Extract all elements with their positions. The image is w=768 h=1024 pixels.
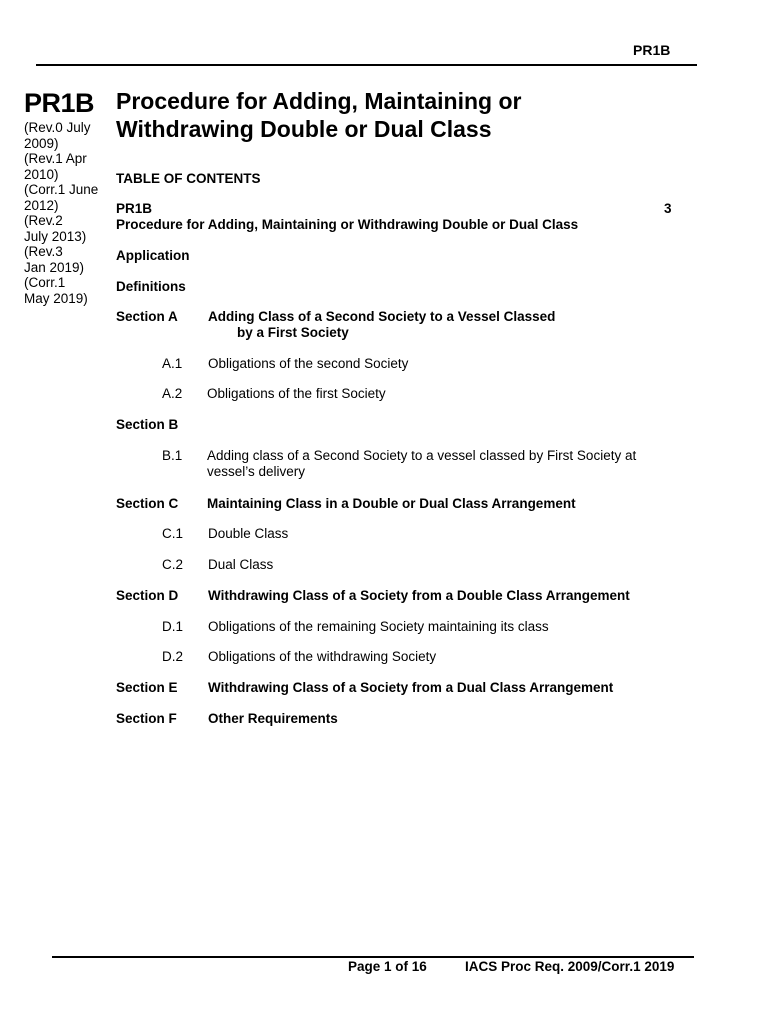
toc-section-c-label: Section C [116,496,179,511]
toc-section-c-title: Maintaining Class in a Double or Dual Class Arrangement [207,496,576,511]
revision-line: (Rev.2 [24,213,63,228]
toc-a2-label: A.2 [162,386,183,401]
toc-heading: TABLE OF CONTENTS [116,171,261,186]
toc-a1-text: Obligations of the second Society [208,356,409,371]
revision-line: 2009) [24,135,59,151]
toc-section-f-title: Other Requirements [208,711,338,726]
toc-section-e-title: Withdrawing Class of a Society from a Dual Class Arrangement [208,680,614,695]
revision-line: (Corr.1 June [24,182,99,197]
toc-doc-title: Procedure for Adding, Maintaining or Withdrawing Double or Dual Class [116,217,579,232]
revision-line: July 2013) [24,228,87,244]
toc-a1-label: A.1 [162,356,183,371]
toc-definitions: Definitions [116,279,186,294]
sidebar-doc-code: PR1B [24,88,95,118]
toc-d1-label: D.1 [162,619,184,634]
toc-c1-text: Double Class [208,526,289,541]
toc-d2-text: Obligations of the withdrawing Society [208,649,437,664]
toc-b1-text [207,448,667,479]
toc-section-a-title-line-1: Adding Class of a Second Society to a Vessel Classed [208,309,556,324]
toc-d2-label: D.2 [162,649,184,664]
toc-section-a-label: Section A [116,309,178,324]
revision-line: May 2019) [24,290,88,306]
revision-line: 2012) [24,197,59,213]
toc-section-b-label: Section B [116,417,179,432]
revision-line: (Rev.1 Apr [24,151,87,166]
revision-line: 2010) [24,166,59,182]
toc-section-e-label: Section E [116,680,178,695]
toc-section-a-title [208,309,668,340]
revision-line: (Rev.3 [24,244,63,259]
toc-c2-label: C.2 [162,557,184,572]
toc-section-f-label: Section F [116,711,177,726]
page-title [116,87,696,143]
revision-line: (Rev.0 July [24,120,91,135]
bottom-divider [52,956,694,958]
top-divider [36,64,697,66]
toc-application: Application [116,248,190,263]
toc-a2-text: Obligations of the first Society [207,386,386,401]
revision-line: (Corr.1 [24,275,66,290]
toc-c1-label: C.1 [162,526,184,541]
toc-c2-text: Dual Class [208,557,274,572]
footer-page-number: Page 1 of 16 [348,959,427,974]
toc-doc-page-number: 3 [664,201,672,216]
toc-b1-text-line-1: Adding class of a Second Society to a vessel classed by First Society at [207,448,637,463]
toc-section-d-label: Section D [116,588,179,603]
header-doc-code: PR1B [633,42,671,58]
toc-d1-text: Obligations of the remaining Society maintaining its class [208,619,549,634]
title-line-2: Withdrawing Double or Dual Class [116,116,492,142]
toc-b1-text-line-2: vessel’s delivery [207,463,306,479]
revision-line: Jan 2019) [24,259,85,275]
footer-reference: IACS Proc Req. 2009/Corr.1 2019 [465,959,675,974]
toc-section-a-title-line-2: by a First Society [237,324,349,340]
toc-section-d-title: Withdrawing Class of a Society from a Double Class Arrangement [208,588,630,603]
revision-history [24,120,114,306]
toc-doc-label: PR1B [116,201,153,216]
toc-b1-label: B.1 [162,448,183,463]
title-line-1: Procedure for Adding, Maintaining or [116,88,522,114]
